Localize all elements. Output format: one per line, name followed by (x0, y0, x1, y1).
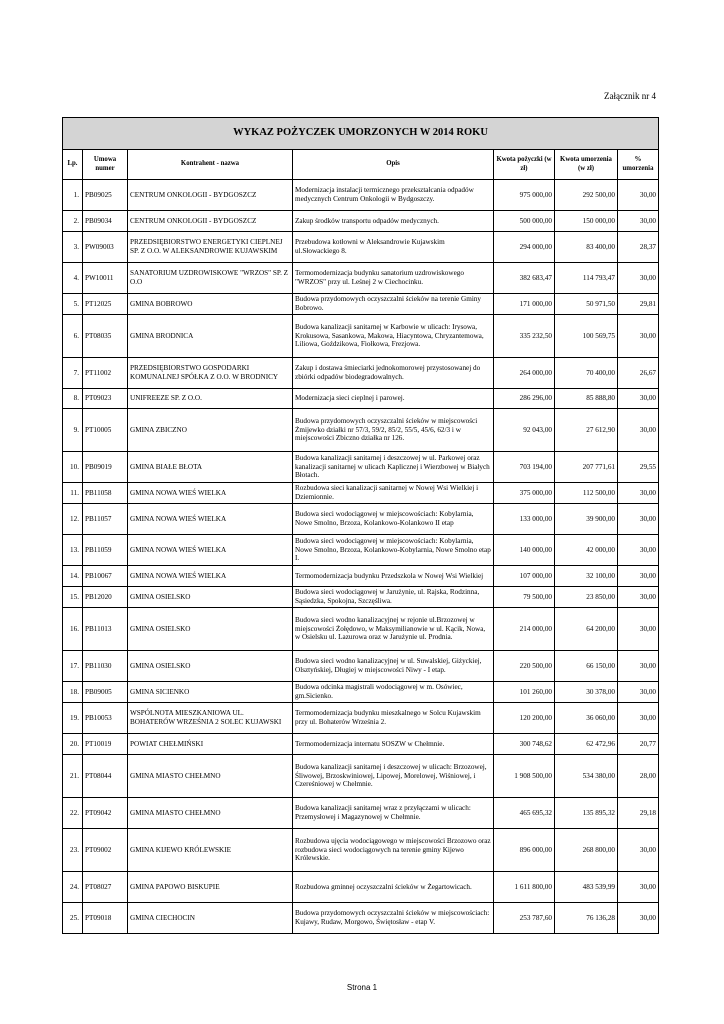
header-redemption-amount: Kwota umorzenia (w zł) (555, 150, 618, 180)
cell-lp: 6. (63, 315, 83, 358)
table-row (63, 294, 659, 315)
table-row (63, 651, 659, 682)
cell-lp: 7. (63, 358, 83, 389)
table-row (63, 263, 659, 294)
cell-redemption-amount: 70 400,00 (555, 358, 618, 389)
table-row (63, 682, 659, 703)
cell-contractor: GMINA NOWA WIEŚ WIELKA (128, 504, 293, 535)
cell-percent: 30,00 (618, 483, 659, 504)
cell-redemption-amount: 135 895,32 (555, 798, 618, 829)
cell-number: PW09003 (83, 232, 128, 263)
cell-percent: 30,00 (618, 566, 659, 587)
cell-contractor: GMINA ZBICZNO (128, 409, 293, 452)
cell-percent: 30,00 (618, 535, 659, 566)
cell-description: Budowa odcinka magistrali wodociągowej w m. Osówiec, gm.Sicienko. (293, 682, 494, 703)
cell-lp: 12. (63, 504, 83, 535)
cell-description: Termomodernizacja internatu SOSZW w Chełmnie. (293, 734, 494, 755)
cell-percent: 30,00 (618, 389, 659, 409)
cell-redemption-amount: 268 800,00 (555, 829, 618, 872)
cell-redemption-amount: 50 971,50 (555, 294, 618, 315)
table-row (63, 566, 659, 587)
cell-loan-amount: 140 000,00 (494, 535, 555, 566)
cell-percent: 29,55 (618, 452, 659, 483)
cell-percent: 30,00 (618, 315, 659, 358)
cell-redemption-amount: 62 472,96 (555, 734, 618, 755)
cell-loan-amount: 92 043,00 (494, 409, 555, 452)
cell-contractor: PRZEDSIĘBIORSTWO GOSPODARKI KOMUNALNEJ SPÓŁKA Z O.O. W BRODNICY (128, 358, 293, 389)
cell-description: Budowa przydomowych oczyszczalni ścieków w miejscowości Żmijewko działki nr 57/3, 59/2, 85/2, 55/5, 45/6, 62/3 i w miejscowości Zbiczno działka nr 126. (293, 409, 494, 452)
cell-lp: 3. (63, 232, 83, 263)
cell-contractor: GMINA OSIELSKO (128, 587, 293, 608)
cell-percent: 26,67 (618, 358, 659, 389)
cell-redemption-amount: 36 060,00 (555, 703, 618, 734)
cell-loan-amount: 107 000,00 (494, 566, 555, 587)
cell-description: Termomodernizacja budynku Przedszkola w Nowej Wsi Wielkiej (293, 566, 494, 587)
cell-description: Budowa kanalizacji sanitarnej i deszczowej w ul. Parkowej oraz kanalizacji sanitarnej w ulicach Kaplicznej i Wierzbowej w Białych Błotach. (293, 452, 494, 483)
cell-redemption-amount: 114 793,47 (555, 263, 618, 294)
cell-number: PT08027 (83, 872, 128, 903)
cell-number: PB09019 (83, 452, 128, 483)
cell-redemption-amount: 39 900,00 (555, 504, 618, 535)
cell-loan-amount: 220 500,00 (494, 651, 555, 682)
cell-redemption-amount: 76 136,28 (555, 903, 618, 934)
cell-contractor: GMINA BOBROWO (128, 294, 293, 315)
cell-lp: 18. (63, 682, 83, 703)
header-description: Opis (293, 150, 494, 180)
cell-number: PT11002 (83, 358, 128, 389)
cell-percent: 20,77 (618, 734, 659, 755)
table-row (63, 734, 659, 755)
cell-lp: 8. (63, 389, 83, 409)
cell-number: PT08044 (83, 755, 128, 798)
table-row (63, 211, 659, 232)
table-row (63, 232, 659, 263)
table-row (63, 358, 659, 389)
cell-percent: 30,00 (618, 587, 659, 608)
cell-lp: 20. (63, 734, 83, 755)
cell-loan-amount: 214 000,00 (494, 608, 555, 651)
cell-description: Budowa sieci wodociągowej w miejscowościach: Kobylarnia, Nowe Smolno, Brzoza, Kolankowo-Kobylarnia, Nowe Smolno etap I. (293, 535, 494, 566)
cell-description: Modernizacja instalacji termicznego przekształcania odpadów medycznych Centrum Onkologii w Bydgoszczy. (293, 180, 494, 211)
cell-loan-amount: 300 748,62 (494, 734, 555, 755)
cell-description: Termomodernizacja budynku mieszkalnego w Solcu Kujawskim przy ul. Bohaterów Września 2. (293, 703, 494, 734)
cell-contractor: GMINA OSIELSKO (128, 651, 293, 682)
cell-loan-amount: 703 194,00 (494, 452, 555, 483)
cell-percent: 30,00 (618, 504, 659, 535)
cell-number: PB10053 (83, 703, 128, 734)
cell-contractor: GMINA BIAŁE BŁOTA (128, 452, 293, 483)
cell-number: PT08035 (83, 315, 128, 358)
cell-percent: 29,81 (618, 294, 659, 315)
cell-redemption-amount: 27 612,90 (555, 409, 618, 452)
cell-lp: 23. (63, 829, 83, 872)
table-row (63, 483, 659, 504)
cell-contractor: POWIAT CHEŁMIŃSKI (128, 734, 293, 755)
cell-loan-amount: 133 000,00 (494, 504, 555, 535)
cell-number: PB11057 (83, 504, 128, 535)
cell-description: Termomodernizacja budynku sanatorium uzdrowiskowego "WRZOS" przy ul. Leśnej 2 w Ciechocinku. (293, 263, 494, 294)
cell-description: Rozbudowa gminnej oczyszczalni ścieków w Żegartowicach. (293, 872, 494, 903)
table-row (63, 755, 659, 798)
cell-number: PB11030 (83, 651, 128, 682)
loans-table-wrapper (62, 117, 658, 934)
cell-redemption-amount: 83 400,00 (555, 232, 618, 263)
cell-number: PB11058 (83, 483, 128, 504)
cell-percent: 30,00 (618, 180, 659, 211)
table-row (63, 903, 659, 934)
cell-number: PT09018 (83, 903, 128, 934)
cell-description: Rozbudowa ujęcia wodociągowego w miejscowości Brzozowo oraz rozbudowa sieci wodociągowych na terenie gminy Kijewo Królewskie. (293, 829, 494, 872)
cell-loan-amount: 335 232,50 (494, 315, 555, 358)
table-row (63, 872, 659, 903)
cell-lp: 19. (63, 703, 83, 734)
cell-percent: 30,00 (618, 872, 659, 903)
cell-number: PB11013 (83, 608, 128, 651)
cell-contractor: GMINA MIASTO CHEŁMNO (128, 755, 293, 798)
cell-redemption-amount: 66 150,00 (555, 651, 618, 682)
cell-description: Budowa sieci wodociągowej w Jarużynie, ul. Rajska, Rodzinna, Sąsiedzka, Spokojna, Szczęśliwa. (293, 587, 494, 608)
cell-percent: 30,00 (618, 651, 659, 682)
cell-description: Budowa kanalizacji sanitarnej wraz z przyłączami w ulicach: Przemysłowej i Magazynowej w Chełmnie. (293, 798, 494, 829)
cell-percent: 28,37 (618, 232, 659, 263)
cell-lp: 25. (63, 903, 83, 934)
cell-redemption-amount: 150 000,00 (555, 211, 618, 232)
cell-number: PB09025 (83, 180, 128, 211)
cell-lp: 21. (63, 755, 83, 798)
cell-redemption-amount: 32 100,00 (555, 566, 618, 587)
cell-contractor: GMINA NOWA WIEŚ WIELKA (128, 566, 293, 587)
cell-contractor: UNIFREEZE SP. Z O.O. (128, 389, 293, 409)
cell-redemption-amount: 30 378,00 (555, 682, 618, 703)
cell-percent: 30,00 (618, 211, 659, 232)
table-row (63, 315, 659, 358)
table-row (63, 180, 659, 211)
cell-loan-amount: 294 000,00 (494, 232, 555, 263)
cell-lp: 5. (63, 294, 83, 315)
cell-percent: 29,18 (618, 798, 659, 829)
cell-lp: 15. (63, 587, 83, 608)
table-row (63, 587, 659, 608)
cell-loan-amount: 264 000,00 (494, 358, 555, 389)
cell-description: Modernizacja sieci cieplnej i parowej. (293, 389, 494, 409)
cell-percent: 30,00 (618, 608, 659, 651)
cell-number: PW10011 (83, 263, 128, 294)
header-lp: Lp. (63, 150, 83, 180)
cell-redemption-amount: 64 200,00 (555, 608, 618, 651)
cell-description: Budowa sieci wodno kanalizacyjnej w ul. Suwalskiej, Giżyckiej, Olsztyńskiej, Długiej w miejscowości Niwy - I etap. (293, 651, 494, 682)
cell-percent: 30,00 (618, 903, 659, 934)
cell-loan-amount: 120 200,00 (494, 703, 555, 734)
cell-description: Rozbudowa sieci kanalizacji sanitarnej w Nowej Wsi Wielkiej i Dziemionnie. (293, 483, 494, 504)
table-body (63, 180, 659, 934)
cell-description: Budowa kanalizacji sanitarnej w Karbowie w ulicach: Irysowa, Krokusowa, Sasankowa, Makowa, Hiacyntowa, Chryzantemowa, Liliowa, Goździkowa, Fiołkowa, Frezjowa. (293, 315, 494, 358)
cell-loan-amount: 171 000,00 (494, 294, 555, 315)
cell-percent: 30,00 (618, 829, 659, 872)
cell-lp: 11. (63, 483, 83, 504)
cell-percent: 30,00 (618, 409, 659, 452)
cell-loan-amount: 253 787,60 (494, 903, 555, 934)
table-row (63, 608, 659, 651)
cell-loan-amount: 1 611 800,00 (494, 872, 555, 903)
table-row (63, 535, 659, 566)
cell-contractor: WSPÓLNOTA MIESZKANIOWA UL. BOHATERÓW WRZEŚNIA 2 SOLEC KUJAWSKI (128, 703, 293, 734)
cell-lp: 17. (63, 651, 83, 682)
cell-lp: 4. (63, 263, 83, 294)
cell-lp: 24. (63, 872, 83, 903)
cell-lp: 22. (63, 798, 83, 829)
header-row (63, 150, 659, 180)
cell-loan-amount: 382 683,47 (494, 263, 555, 294)
table-title: WYKAZ POŻYCZEK UMORZONYCH W 2014 ROKU (63, 118, 659, 150)
cell-contractor: GMINA MIASTO CHEŁMNO (128, 798, 293, 829)
cell-loan-amount: 79 500,00 (494, 587, 555, 608)
header-contractor: Kontrahent - nazwa (128, 150, 293, 180)
cell-contractor: SANATORIUM UZDROWISKOWE "WRZOS" SP. Z O.O (128, 263, 293, 294)
cell-redemption-amount: 534 380,00 (555, 755, 618, 798)
cell-number: PT09042 (83, 798, 128, 829)
cell-contractor: GMINA NOWA WIEŚ WIELKA (128, 483, 293, 504)
cell-lp: 14. (63, 566, 83, 587)
table-row (63, 829, 659, 872)
attachment-label: Załącznik nr 4 (604, 91, 656, 101)
cell-description: Budowa przydomowych oczyszczalni ścieków w miejscowościach: Kujawy, Rudaw, Morgowo, Świętosław - etap V. (293, 903, 494, 934)
cell-redemption-amount: 292 500,00 (555, 180, 618, 211)
cell-contractor: PRZEDSIĘBIORSTWO ENERGETYKI CIEPLNEJ SP. Z O.O. W ALEKSANDROWIE KUJAWSKIM (128, 232, 293, 263)
cell-loan-amount: 896 000,00 (494, 829, 555, 872)
cell-lp: 10. (63, 452, 83, 483)
table-row (63, 703, 659, 734)
cell-redemption-amount: 100 569,75 (555, 315, 618, 358)
cell-contractor: GMINA SICIENKO (128, 682, 293, 703)
cell-description: Budowa sieci wodno kanalizacyjnej w rejonie ul.Brzozowej w miejscowości Żołędowo, w Maksymilianowie w ul. Kącik, Nowa, w Osielsku ul. Lazurowa oraz w Jarużynie ul. Prodnia. (293, 608, 494, 651)
cell-lp: 9. (63, 409, 83, 452)
cell-redemption-amount: 23 850,00 (555, 587, 618, 608)
cell-number: PB12020 (83, 587, 128, 608)
loans-table (62, 117, 659, 934)
cell-number: PT09002 (83, 829, 128, 872)
cell-loan-amount: 975 000,00 (494, 180, 555, 211)
cell-contractor: GMINA BRODNICA (128, 315, 293, 358)
cell-redemption-amount: 207 771,61 (555, 452, 618, 483)
cell-redemption-amount: 483 539,99 (555, 872, 618, 903)
cell-loan-amount: 375 000,00 (494, 483, 555, 504)
cell-contractor: GMINA NOWA WIEŚ WIELKA (128, 535, 293, 566)
header-percent: % umorzenia (618, 150, 659, 180)
cell-loan-amount: 1 908 500,00 (494, 755, 555, 798)
cell-number: PT12025 (83, 294, 128, 315)
cell-number: PT10005 (83, 409, 128, 452)
cell-contractor: GMINA KIJEWO KRÓLEWSKIE (128, 829, 293, 872)
cell-lp: 13. (63, 535, 83, 566)
header-number: Umowa numer (83, 150, 128, 180)
cell-description: Budowa kanalizacji sanitarnej i deszczowej w ulicach: Brzozowej, Śliwowej, Brzoskwiniowej, Lipowej, Morelowej, Wiśniowej, i Czereśniowej w Chełmnie. (293, 755, 494, 798)
cell-redemption-amount: 85 888,80 (555, 389, 618, 409)
cell-percent: 30,00 (618, 682, 659, 703)
cell-loan-amount: 465 695,32 (494, 798, 555, 829)
cell-contractor: CENTRUM ONKOLOGII - BYDGOSZCZ (128, 180, 293, 211)
cell-contractor: GMINA CIECHOCIN (128, 903, 293, 934)
cell-lp: 1. (63, 180, 83, 211)
cell-number: PT09023 (83, 389, 128, 409)
cell-number: PB09005 (83, 682, 128, 703)
cell-contractor: CENTRUM ONKOLOGII - BYDGOSZCZ (128, 211, 293, 232)
cell-description: Zakup środków transportu odpadów medycznych. (293, 211, 494, 232)
cell-percent: 28,00 (618, 755, 659, 798)
cell-number: PB10067 (83, 566, 128, 587)
table-row (63, 798, 659, 829)
cell-redemption-amount: 112 500,00 (555, 483, 618, 504)
cell-redemption-amount: 42 000,00 (555, 535, 618, 566)
table-row (63, 389, 659, 409)
cell-lp: 16. (63, 608, 83, 651)
cell-description: Budowa sieci wodociągowej w miejscowościach: Kobylarnia, Nowe Smolno, Brzoza, Kolankowo-Kolankowo II etap (293, 504, 494, 535)
header-loan-amount: Kwota pożyczki (w zł) (494, 150, 555, 180)
cell-percent: 30,00 (618, 263, 659, 294)
table-row (63, 504, 659, 535)
cell-description: Budowa przydomowych oczyszczalni ścieków na terenie Gminy Bobrowo. (293, 294, 494, 315)
cell-lp: 2. (63, 211, 83, 232)
cell-description: Zakup i dostawa śmieciarki jednokomorowej przystosowanej do zbiórki odpadów biodegradowalnych. (293, 358, 494, 389)
cell-loan-amount: 286 296,00 (494, 389, 555, 409)
cell-loan-amount: 101 260,00 (494, 682, 555, 703)
cell-description: Przebudowa kotłowni w Aleksandrowie Kujawskim ul.Słowackiego 8. (293, 232, 494, 263)
cell-contractor: GMINA OSIELSKO (128, 608, 293, 651)
cell-number: PB09034 (83, 211, 128, 232)
cell-loan-amount: 500 000,00 (494, 211, 555, 232)
cell-percent: 30,00 (618, 703, 659, 734)
cell-number: PB11059 (83, 535, 128, 566)
table-row (63, 452, 659, 483)
table-row (63, 409, 659, 452)
cell-contractor: GMINA PAPOWO BISKUPIE (128, 872, 293, 903)
page-footer: Strona 1 (346, 983, 378, 992)
cell-number: PT10019 (83, 734, 128, 755)
